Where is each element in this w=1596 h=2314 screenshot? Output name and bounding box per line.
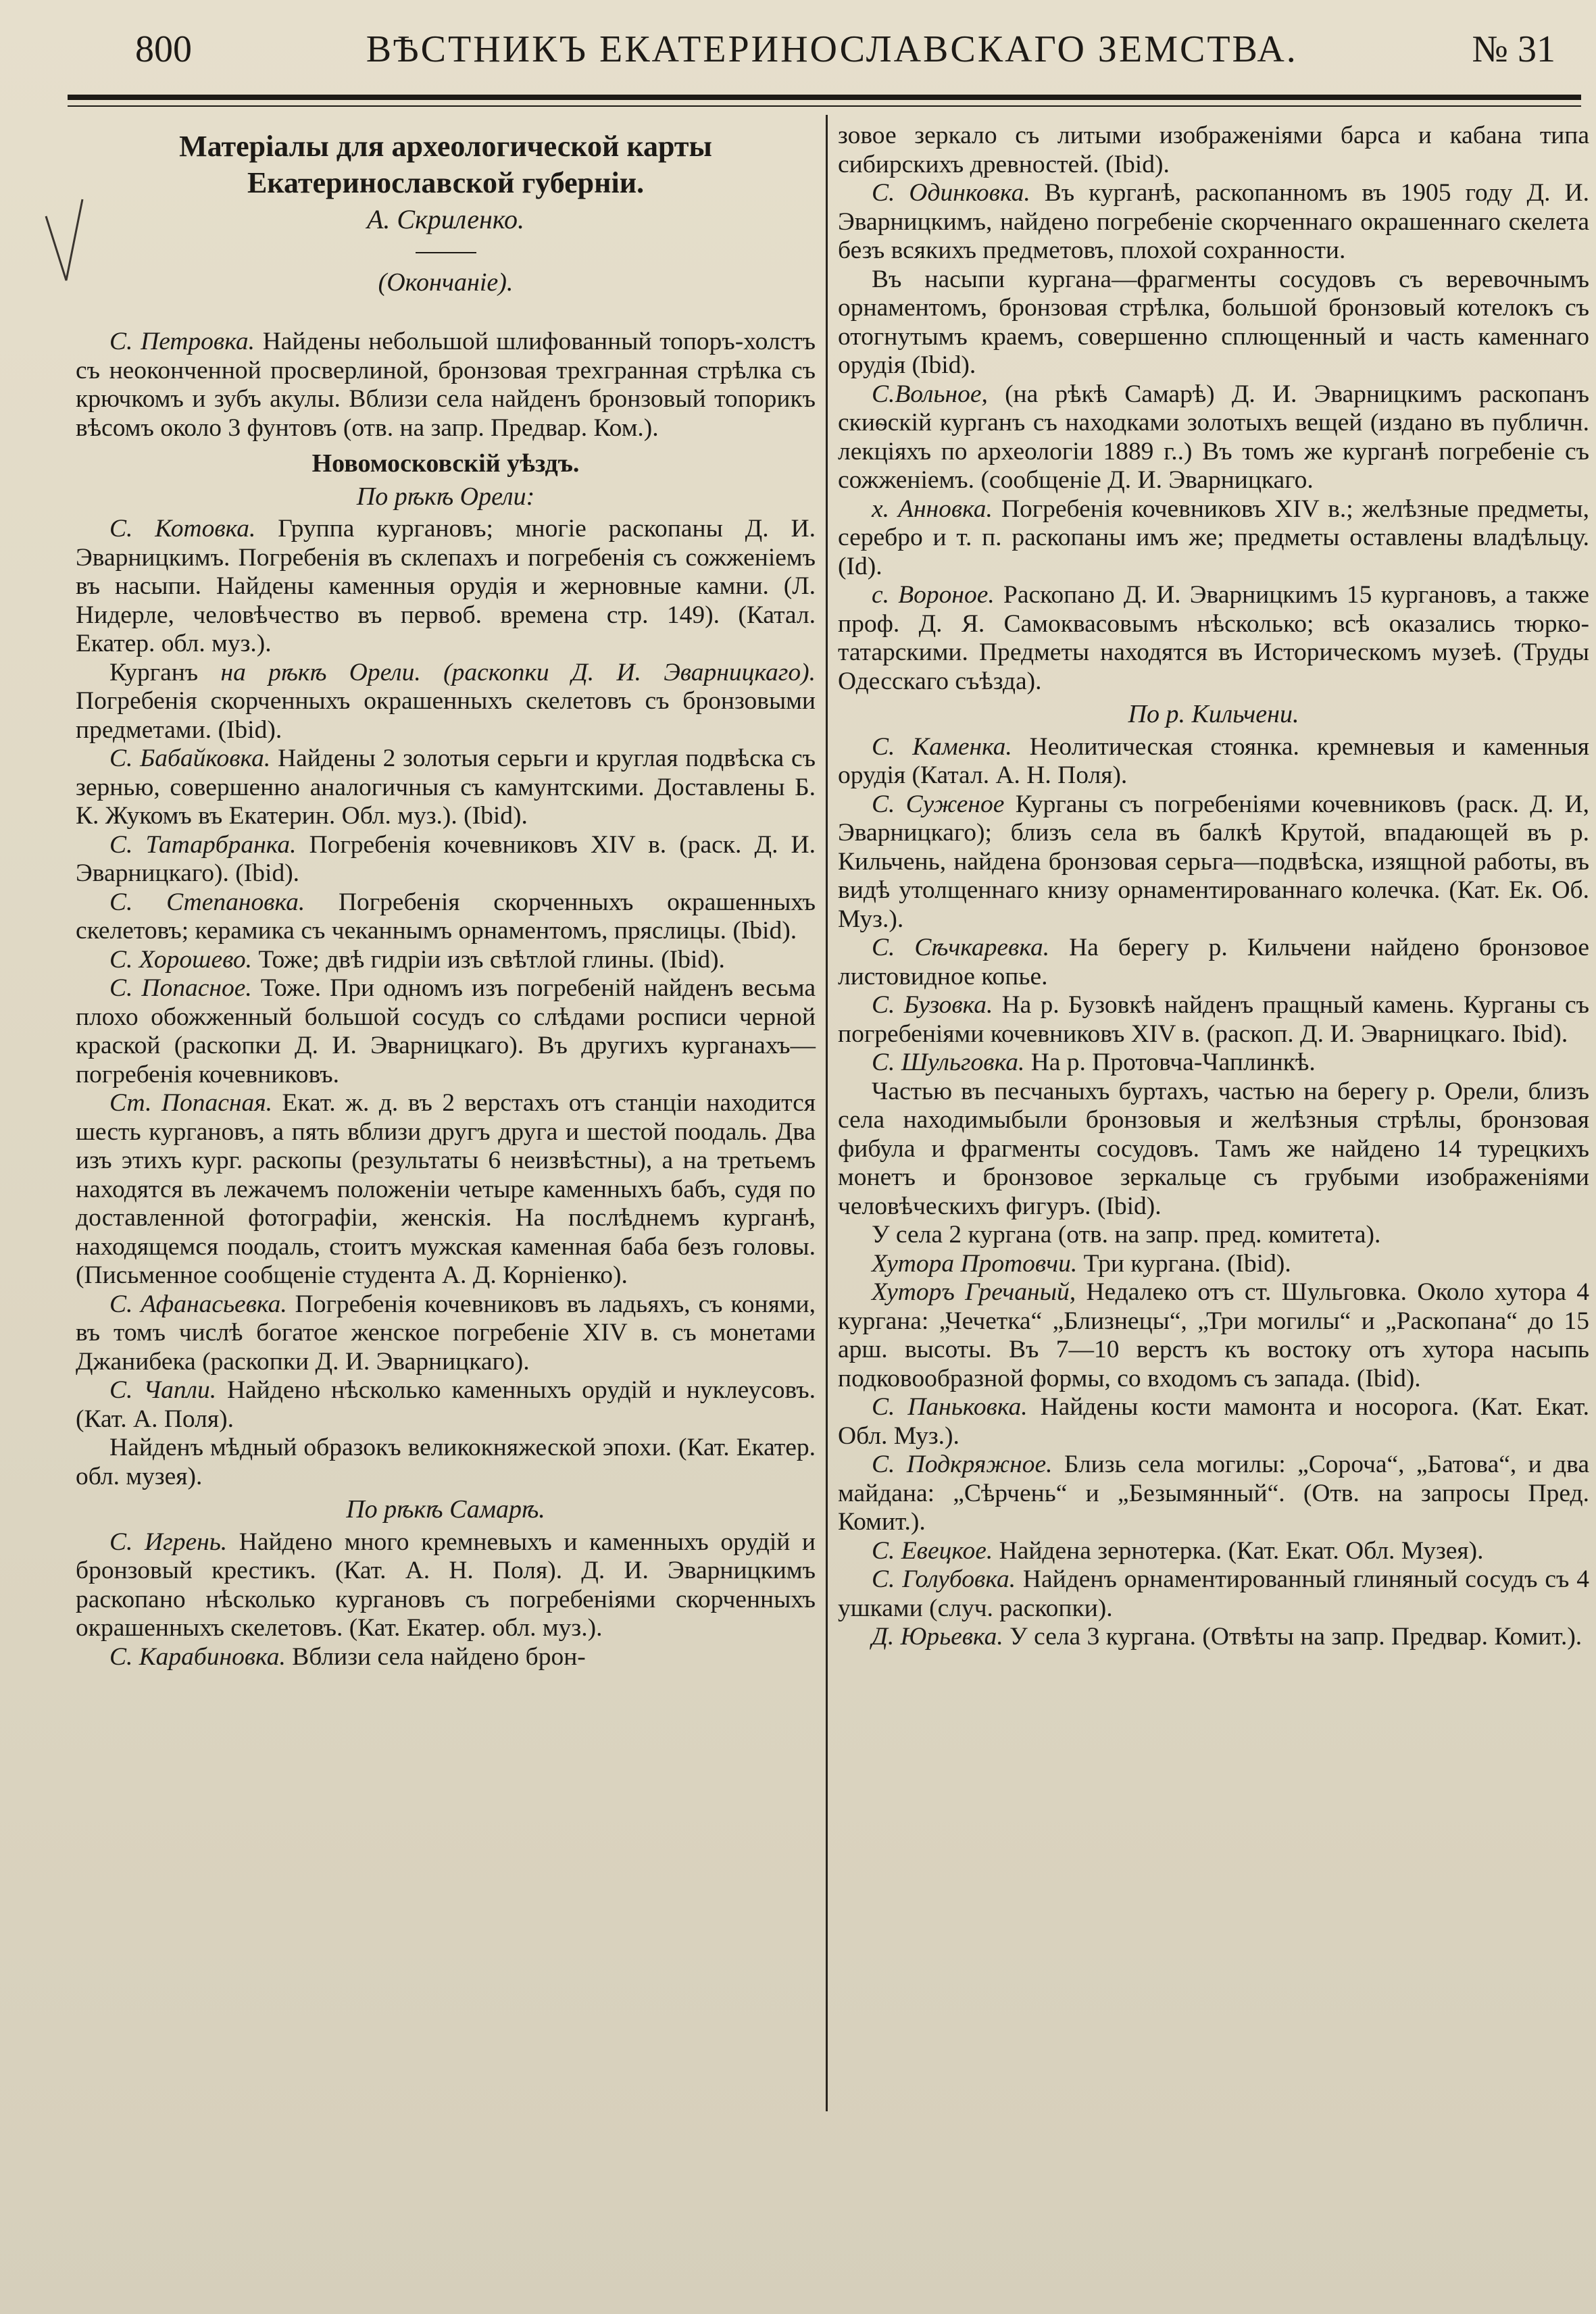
entry-text: Погребенія кочевниковъ XIV в. (раск. Д. И. Эварницкаго). (Ibid). (76, 830, 816, 887)
article-title-line2: Екатеринославской губерніи. (247, 166, 645, 199)
article-title (76, 128, 816, 201)
entry-paragraph (76, 888, 816, 946)
entry-paragraph (838, 733, 1589, 790)
entry-place: С. Подкряжное. (872, 1451, 1053, 1478)
entry-paragraph: Найденъ мѣдный образокъ великокняжеской эпохи. (Кат. Екатер. обл. музея). (76, 1434, 816, 1490)
entry-paragraph (838, 1393, 1589, 1451)
entry-paragraph: У села 2 кургана (отв. на запр. пред. комитета). (872, 1221, 1381, 1249)
entry-paragraph (838, 934, 1589, 991)
entry-text: Раскопано Д. И. Эварницкимъ 15 кургановъ, а также проф. Д. Я. Самоквасовымъ нѣсколько; всѣ оказались тюрко-татарскими. Предметы находятся въ Историческомъ музеѣ. (Труды Одесскаго съѣзда). (838, 581, 1589, 695)
entry-text: На р. Протовча-Чаплинкѣ. (1024, 1049, 1316, 1076)
entry-place: С. Хорошево. (109, 945, 253, 974)
entry-place: С. Суженое (872, 790, 1005, 818)
right-column (838, 122, 1589, 1652)
entry-text: Найдено нѣсколько каменныхъ орудій и нуклеусовъ. (Кат. А. Поля). (76, 1376, 816, 1433)
entry-text: Найдена зернотерка. (Кат. Екат. Обл. Музея). (993, 1536, 1484, 1565)
header-rule-thin (68, 105, 1581, 107)
article-ending-note: (Окончаніе). (378, 268, 514, 297)
entry-text: Въ курганѣ, раскопанномъ въ 1905 году Д. И. Эварницкимъ, найдено погребеніе скорченнаго окрашеннаго скелета безъ всякихъ предметовъ, плохой сохранности. (838, 179, 1589, 264)
entry-paragraph (838, 179, 1589, 266)
entry-place: С. Попасное. (109, 974, 252, 1002)
entry-text: Найдены небольшой шлифованный топоръ-холстъ съ неоконченной просверлиной, бронзовая трехгранная стрѣлка съ крючкомъ и зубъ акулы. Вблизи села найденъ бронзовый топорикъ вѣсомъ около 3 фунтовъ (отв. на запр. Предвар. Ком.). (76, 328, 816, 442)
entry-paragraph (838, 1565, 1589, 1623)
entry-paragraph (76, 831, 816, 888)
entry-place: С. Чапли. (109, 1376, 217, 1404)
column-separator (826, 115, 828, 2111)
entry-paragraph (76, 1290, 816, 1377)
entry-text: Найденъ орнаментированный глиняный сосудъ съ 4 ушками (случ. раскопки). (838, 1565, 1590, 1622)
district-heading: Новомосковскій уѣздъ. (311, 449, 580, 478)
entry-paragraph (838, 1451, 1589, 1537)
page-number: 800 (135, 28, 192, 70)
left-column (76, 122, 816, 1671)
entry-place: С. Афанасьевка. (109, 1290, 287, 1318)
entry-text: Погребенія скорченныхъ окрашенныхъ скелетовъ съ бронзовыми предметами. (Ibid). (76, 687, 816, 744)
header-rule-thick (68, 95, 1581, 100)
article-author: А. Скриленко. (366, 204, 525, 234)
entry-paragraph (76, 1643, 816, 1672)
river-heading: По рѣкѣ Самарѣ. (346, 1495, 545, 1524)
entry-place: С. Шульговка. (872, 1049, 1025, 1076)
entry-place: С. Бузовка. (872, 991, 993, 1019)
entry-paragraph (838, 495, 1589, 582)
entry-text: Вблизи села найдено брон- (285, 1642, 586, 1671)
entry-paragraph (838, 1049, 1589, 1078)
entry-place: С. Игрень. (109, 1528, 228, 1556)
entry-place: С. Евецкое. (872, 1536, 993, 1565)
entry-paragraph: Частью въ песчаныхъ буртахъ, частью на берегу р. Орели, близъ села находимыбыли бронзовыя и желѣзныя стрѣлы, бронзовая фибула и фрагменты сосудовъ. Тамъ же найдено 14 турецкихъ монетъ и бронзовое зеркальце съ грубыми изображеніями человѣческихъ фигуръ. (Ibid). (838, 1077, 1589, 1220)
entry-place: С. Одинковка. (872, 179, 1030, 207)
entry-text: Тоже. При одномъ изъ погребеній найденъ весьма плохо обожженный большой сосудъ со слѣдами росписи черной краской (раскопки Д. И. Эварницкаго). Въ другихъ курганахъ—погребенія кочевниковъ. (76, 974, 816, 1088)
page-header (135, 26, 1555, 73)
entry-paragraph (76, 659, 816, 745)
entry-paragraph (76, 1089, 816, 1290)
entry-place: С. Голубовка. (872, 1565, 1016, 1593)
entry-place: С. Каменка. (872, 732, 1012, 761)
entry-paragraph (838, 790, 1589, 934)
entry-paragraph (838, 1537, 1589, 1566)
entry-place: Ст. Попасная. (109, 1089, 273, 1117)
entry-text: Три кургана. (Ibid). (1077, 1249, 1291, 1278)
river-heading: По рѣкѣ Орели: (356, 482, 535, 511)
entry-text: Погребенія скорченныхъ окрашенныхъ скелетовъ; керамика съ чеканнымъ орнаментомъ, пряслицы. (Ibid). (76, 888, 816, 945)
entry-paragraph (838, 1250, 1589, 1279)
entry-place: С. Петровка. (109, 328, 255, 355)
entry-paragraph: зовое зеркало съ литыми изображеніями барса и кабана типа сибирскихъ древностей. (Ibid). (838, 122, 1589, 178)
entry-text: Близь села могилы: „Сорочa“, „Батова“, и два майдана: „Сѣрчень“ и „Безымянный“. (Отв. на запросы Пред. Комит.). (838, 1451, 1589, 1536)
title-divider (416, 252, 476, 253)
entry-paragraph (838, 581, 1589, 696)
entry-paragraph: Въ насыпи кургана—фрагменты сосудовъ съ веревочнымъ орнаментомъ, бронзовая стрѣлка, большой бронзовый котелокъ съ отогнутымъ краемъ, совершенно сплющенный и часть каменнаго орудія (Ibid). (838, 265, 1589, 379)
entry-text: Погребенія кочевниковъ XIV в.; желѣзные предметы, серебро и т. п. раскопаны имъ же; предметы оставлены владѣльцу. (Id). (838, 495, 1589, 580)
entry-paragraph (838, 1278, 1589, 1393)
entry-place: С. Татарбранка. (109, 830, 297, 859)
entry-text: Найдены 2 золотыя серьги и круглая подвѣска съ зернью, совершенно аналогичныя съ камунтскими. Доставлены Б. К. Жукомъ въ Екатерин. Обл. муз.). (Ibid). (76, 745, 816, 830)
entry-text: На берегу р. Кильчени найдено бронзовое листовидное копье. (838, 934, 1589, 990)
entry-paragraph (76, 745, 816, 831)
entry-place: С. Паньковка. (872, 1393, 1028, 1421)
entry-paragraph (76, 1376, 816, 1434)
entry-text: Екат. ж. д. въ 2 верстахъ отъ станціи находится шесть кургановъ, а пять вблизи другъ друга и шестой поодаль. Два изъ этихъ кург. раскопы (результаты 6 неизвѣстны), а на третьемъ находятся въ лежачемъ положеніи четыре каменныхъ бабъ, судя по доставленной фотографіи, женскія. На послѣднемъ курганѣ, находящемся поодаль, стоитъ мужская каменная баба безъ головы. (Письменное сообщеніе студента А. Д. Корніенко). (76, 1089, 816, 1289)
entry-paragraph (76, 515, 816, 659)
journal-title: ВѢСТНИКЪ ЕКАТЕРИНОСЛАВСКАГО ЗЕМСТВА. (366, 28, 1298, 70)
article-title-line1: Матеріалы для археологической карты (179, 130, 712, 163)
entry-place: с. Вороное. (872, 581, 995, 609)
entry-place: на рѣкѣ Орели. (раскопки Д. И. Эварницкаго). (220, 658, 816, 686)
entry-place: Хуторъ Гречаный, (872, 1278, 1076, 1306)
entry-paragraph (838, 380, 1589, 495)
entry-text: Курганъ (109, 658, 221, 686)
entry-place: С. Бабайковка. (109, 745, 271, 772)
entry-text: Неолитическая стоянка. кремневыя и каменныя орудія (Катал. А. Н. Поля). (838, 732, 1590, 789)
entry-paragraph (76, 328, 816, 443)
entry-place: С. Карабиновка. (109, 1642, 286, 1671)
entry-place: Д. Юрьевка. (872, 1623, 1003, 1651)
entry-place: х. Анновка. (872, 495, 993, 523)
river-heading: По р. Кильчени. (1128, 700, 1299, 728)
entry-text: Погребенія кочевниковъ въ ладьяхъ, съ конями, въ томъ числѣ богатое женское погребеніе XIV в. съ монетами Джанибека (раскопки Д. И. Эварницкаго). (76, 1290, 816, 1376)
entry-place: Хутора Протовчи. (872, 1249, 1078, 1278)
entry-paragraph (838, 991, 1589, 1049)
entry-paragraph (76, 1528, 816, 1643)
issue-number: № 31 (1472, 28, 1555, 70)
entry-paragraph (76, 946, 816, 975)
entry-text: Найдено много кремневыхъ и каменныхъ орудій и бронзовый крестикъ. (Кат. А. Н. Поля). Д. И. Эварницкимъ раскопано нѣсколько кургановъ съ погребеніями скорченныхъ окрашенныхъ скелетовъ. (Кат. Екатер. обл. муз.). (76, 1528, 816, 1642)
entry-place: С.Вольное, (872, 380, 988, 408)
entry-text: На р. Бузовкѣ найденъ пращный камень. Курганы съ погребеніями кочевниковъ XIV в. (раскоп. Д. И. Эварницкаго. Ibid). (838, 991, 1589, 1048)
entry-text: Курганы съ погребеніями кочевниковъ (раск. Д. И, Эварницкаго); близъ села въ балкѣ Крутой, впадающей въ р. Кильчень, найдена бронзовая серьга—подвѣска, изящной работы, въ видѣ утолщеннаго книзу орнаментированнаго колечка. (Кат. Ек. Об. Муз.). (838, 790, 1590, 933)
entry-text: Найдены кости мамонта и носорога. (Кат. Екат. Обл. Муз.). (838, 1393, 1589, 1450)
entry-text: У села 3 кургана. (Отвѣты на запр. Предвар. Комит.). (1003, 1623, 1582, 1651)
entry-text: Тоже; двѣ гидріи изъ свѣтлой глины. (Ibid). (252, 945, 725, 974)
entry-place: С. Сѣчкаревка. (872, 934, 1050, 961)
entry-text: Недалеко отъ ст. Шульговка. Около хутора 4 кургана: „Чечетка“ „Близнецы“, „Три могилы“ и „Раскопана“ до 15 арш. высоты. Въ 7—10 верстъ къ востоку отъ хутора насыпь подковообразной формы, со входомъ съ запада. (Ibid). (838, 1278, 1589, 1392)
entry-paragraph (76, 974, 816, 1089)
entry-place: С. Котовка. (109, 515, 256, 543)
entry-paragraph (838, 1623, 1589, 1652)
entry-text: Группа кургановъ; многіе раскопаны Д. И. Эварницкимъ. Погребенія въ склепахъ и погребенія съ сожженіемъ въ насыпи. Найдены каменныя орудія и жерновные камни. (Л. Нидерле, человѣчество въ первоб. времена стр. 149). (Катал. Екатер. обл. муз.). (76, 515, 816, 657)
entry-place: С. Степановка. (109, 888, 305, 916)
entry-text: (на рѣкѣ Самарѣ) Д. И. Эварницкимъ раскопанъ скиѳскій курганъ съ находками золотыхъ вещей (издано въ публичн. лекціяхъ по археологіи 1889 г..) Въ томъ же курганѣ погребеніе съ сожженіемъ. (сообщеніе Д. И. Эварницкаго. (838, 380, 1589, 494)
